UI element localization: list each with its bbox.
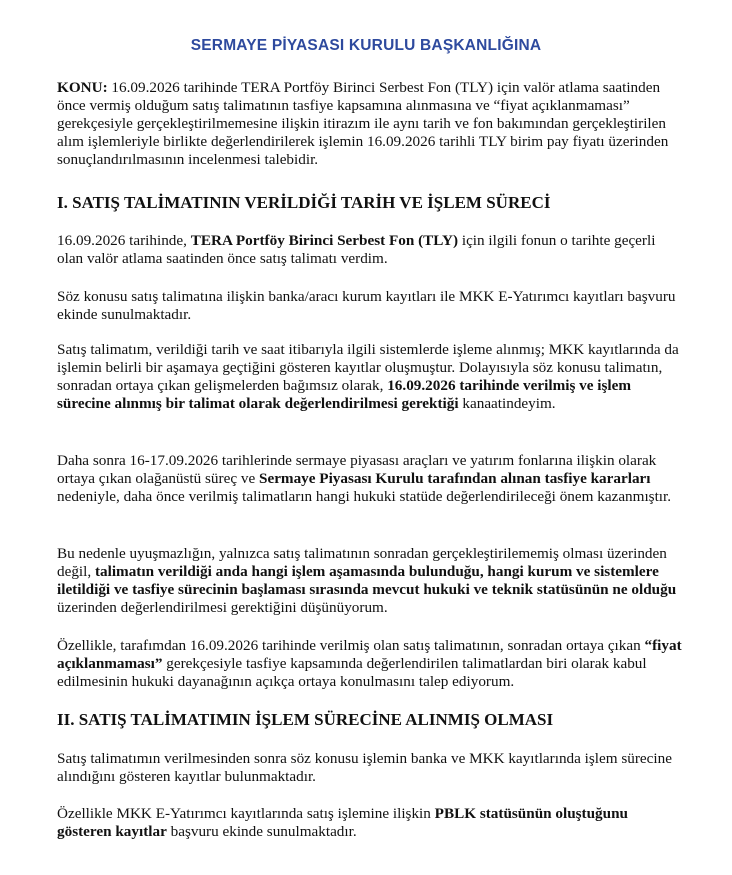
section-1-heading: I. SATIŞ TALİMATININ VERİLDİĞİ TARİH VE İŞLEM SÜRECİ — [57, 193, 551, 212]
paragraph-text: Daha sonra 16-17.09.2026 tarihlerinde sermaye piyasası araçları ve yatırım fonlarına ilişkin olarak ortaya çıkan olağanüstü süreç ve — [57, 452, 657, 487]
paragraph-bold-text: PBLK statüsünün oluştuğunu gösteren kayıtlar — [57, 805, 628, 840]
paragraph-text: Bu nedenle uyuşmazlığın, yalnızca satış talimatının sonradan gerçekleştirilememiş olması üzerinden değil, — [57, 545, 667, 580]
paragraph-text: başvuru ekinde sunulmaktadır. — [166, 823, 357, 840]
paragraph-bold-text: “fiyat açıklanmaması” — [57, 637, 682, 672]
document-title: SERMAYE PİYASASI KURULU BAŞKANLIĞINA — [190, 37, 542, 54]
paragraph-text: Özellikle MKK E-Yatırımcı kayıtlarında satış işlemine ilişkin — [57, 805, 435, 822]
paragraph-text: Satış talimatım, verildiği tarih ve saat itibarıyla ilgili sistemlerde işleme alınmış; MKK kayıtlarında da işlemin belirli bir aşamaya geçtiğini gösteren kayıtlar oluşmuştur. Dolayısıyla söz konusu talimatın, sonradan ortaya çıkan gelişmelerden bağımsız olarak, — [57, 341, 679, 394]
subject-label: KONU: — [57, 79, 108, 96]
section-1-paragraph-2: Söz konusu satış talimatına ilişkin banka/aracı kurum kayıtları ile MKK E-Yatırımcı kayıtları başvuru ekinde sunulmaktadır. — [57, 288, 676, 323]
paragraph-text: için ilgili fonun o tarihte geçerli olan valör atlama saatinden önce satış talimatı verdim. — [57, 232, 656, 267]
section-1-paragraph-1 — [57, 232, 682, 268]
paragraph-bold-text: TERA Portföy Birinci Serbest Fon (TLY) — [190, 232, 459, 249]
subject-text: 16.09.2026 tarihinde TERA Portföy Birinci Serbest Fon (TLY) için valör atlama saatinden önce vermiş olduğum satış talimatının tasfiye kapsamına alınmasına ve “fiyat açıklanmaması” gerekçesiyle gerçekleştirilmemesine ilişkin itirazım ile aynı tarih ve fon bakımından gerçekleştirilen alım işlemleriyle birlikte değerlendirilerek işlemin 16.09.2026 tarihli TLY birim pay fiyatı üzerinden sonuçlandırılmasının incelenmesi talebidir. — [57, 79, 669, 168]
paragraph-text: nedeniyle, daha önce verilmiş talimatların hangi hukuki statüde değerlendirileceği önem kazanmıştır. — [57, 488, 672, 505]
paragraph-text: 16.09.2026 tarihinde, — [57, 232, 191, 249]
subject-paragraph — [57, 79, 682, 169]
paragraph-text: gerekçesiyle tasfiye kapsamında değerlendirilen talimatlardan biri olarak kabul edilmesinin hukuki dayanağının açıkça ortaya konulmasını talep ediyorum. — [57, 655, 647, 690]
section-1-paragraph-4 — [57, 452, 682, 506]
paragraph-text: üzerinden değerlendirilmesi gerektiğini düşünüyorum. — [57, 599, 388, 616]
section-1-paragraph-6 — [57, 637, 682, 691]
paragraph-text: kanaatindeyim. — [458, 395, 556, 412]
section-1-paragraph-5 — [57, 545, 682, 617]
paragraph-bold-text: Sermaye Piyasası Kurulu tarafından alınan tasfiye kararları — [259, 470, 651, 487]
paragraph-bold-text: 16.09.2026 tarihinde verilmiş ve işlem sürecine alınmış bir talimat olarak değerlendirilmesi gerektiği — [57, 377, 632, 412]
section-2-paragraph-2 — [57, 805, 682, 841]
paragraph-bold-text: talimatın verildiği anda hangi işlem aşamasında bulunduğu, hangi kurum ve sistemlere iletildiği ve tasfiye sürecinin başlaması sırasında mevcut hukuki ve teknik statüsünün ne olduğu — [57, 563, 677, 598]
section-1-paragraph-3 — [57, 341, 682, 413]
section-2-heading: II. SATIŞ TALİMATIMIN İŞLEM SÜRECİNE ALINMIŞ OLMASI — [57, 710, 554, 729]
paragraph-text: Özellikle, tarafımdan 16.09.2026 tarihinde verilmiş olan satış talimatının, sonradan ortaya çıkan — [57, 637, 645, 654]
section-2-paragraph-1: Satış talimatımın verilmesinden sonra söz konusu işlemin banka ve MKK kayıtlarında işlem sürecine alındığını gösteren kayıtlar bulunmaktadır. — [57, 750, 672, 785]
